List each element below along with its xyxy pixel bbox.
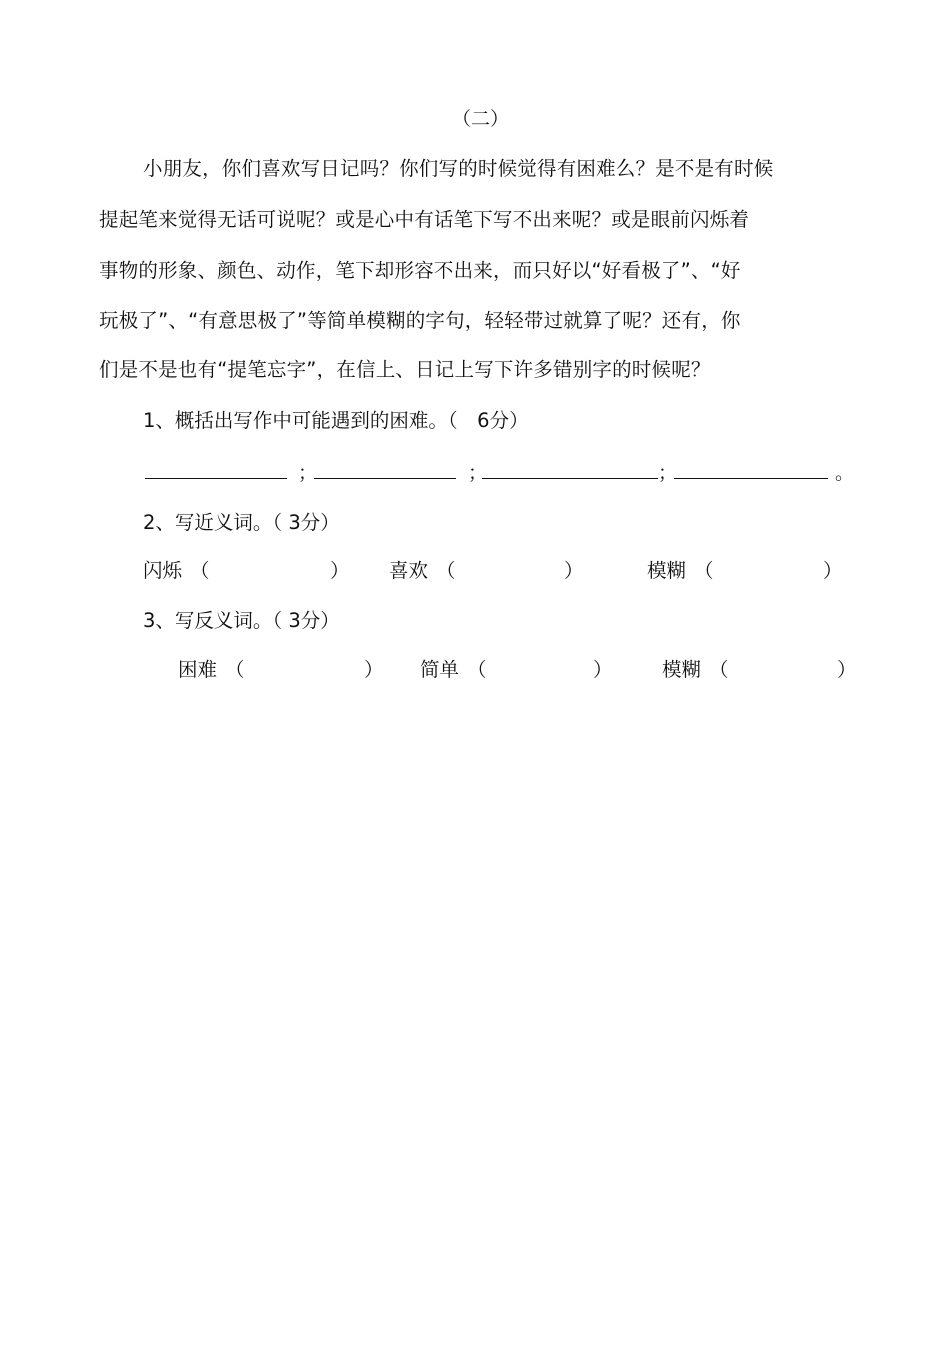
question-3-label: 3、写反义词。（ 3分） — [143, 609, 340, 632]
open-paren: （ — [436, 559, 456, 582]
question-2-label: 2、写近义词。（ 3分） — [143, 511, 340, 534]
antonym-answer-field[interactable] — [490, 677, 590, 678]
open-paren: （ — [225, 658, 245, 681]
open-paren: （ — [694, 559, 714, 582]
blank-separator: ； — [468, 462, 488, 484]
close-paren: ） — [364, 658, 384, 681]
paragraph-line-1: 小朋友，你们喜欢写日记吗？你们写的时候觉得有困难么？是不是有时候 — [143, 157, 774, 180]
synonym-answer-field[interactable] — [460, 578, 565, 579]
antonym-word: 模糊 — [662, 658, 702, 681]
paragraph-line-4: 玩极了”、“有意思极了”等简单模糊的字句，轻轻带过就算了呢？还有，你 — [99, 309, 741, 332]
close-paren: ） — [593, 658, 613, 681]
question-1-label: 1、概括出写作中可能遇到的困难。（ 6分） — [143, 409, 529, 432]
paragraph-line-3: 事物的形象、颜色、动作，笔下却形容不出来，而只好以“好看极了”、“好 — [99, 259, 741, 282]
synonym-word: 喜欢 — [389, 559, 429, 582]
antonym-answer-field[interactable] — [733, 677, 833, 678]
answer-blank-3[interactable] — [482, 478, 658, 479]
section-title: （二） — [452, 108, 510, 130]
close-paren: ） — [564, 559, 584, 582]
synonym-word: 模糊 — [647, 559, 687, 582]
paragraph-line-2: 提起笔来觉得无话可说呢？或是心中有话笔下写不出来呢？或是眼前闪烁着 — [99, 208, 750, 231]
open-paren: （ — [709, 658, 729, 681]
open-paren: （ — [467, 658, 487, 681]
blank-separator: ； — [298, 462, 318, 484]
blank-separator: ； — [658, 462, 678, 484]
answer-blank-1[interactable] — [145, 478, 287, 479]
antonym-word: 简单 — [420, 658, 460, 681]
close-paren: ） — [330, 559, 350, 582]
open-paren: （ — [190, 559, 210, 582]
answer-blank-4[interactable] — [674, 478, 828, 479]
close-paren: ） — [823, 559, 843, 582]
antonym-answer-field[interactable] — [250, 677, 360, 678]
answer-blank-2[interactable] — [314, 478, 456, 479]
synonym-answer-field[interactable] — [718, 578, 823, 579]
blank-end-mark: 。 — [835, 462, 855, 484]
antonym-word: 困难 — [178, 658, 218, 681]
paragraph-line-5: 们是不是也有“提笔忘字”，在信上、日记上写下许多错别字的时候呢？ — [99, 358, 711, 381]
synonym-answer-field[interactable] — [215, 578, 330, 579]
close-paren: ） — [837, 658, 857, 681]
synonym-word: 闪烁 — [143, 559, 183, 582]
